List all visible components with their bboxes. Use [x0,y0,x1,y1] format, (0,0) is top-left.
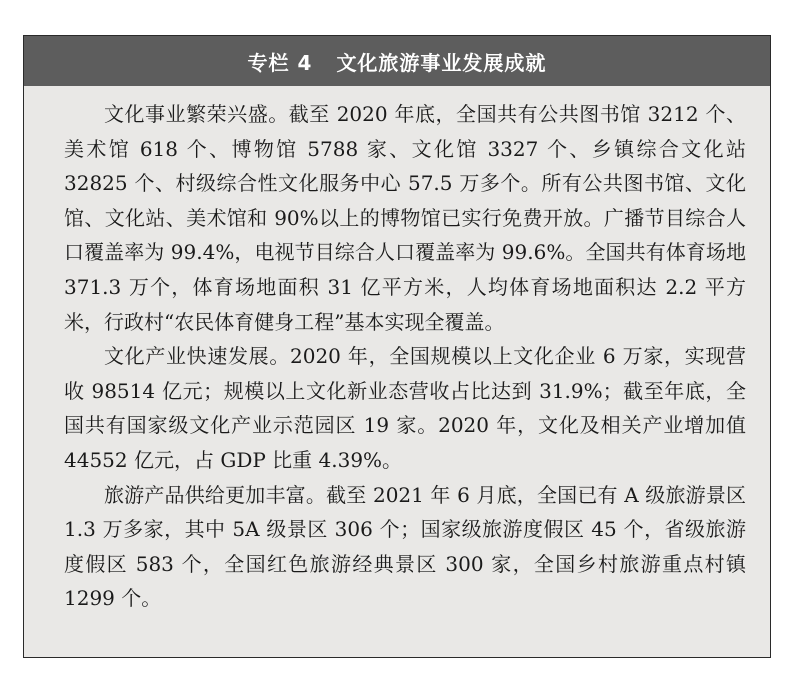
paragraph-tourism [64,478,746,616]
info-box [23,35,771,658]
paragraph-lead: 旅游产品供给更加丰富。 [104,482,327,507]
paragraph-body: 2020 年，全国规模以上文化企业 6 万家，实现营收 98514 亿元；规模以上文化新业态营收占比达到 31.9%；截至年底，全国共有国家级文化产业示范园区 19 家。2020 年，文化及相关产业增加值 44552 亿元，占 GDP 比重 4.39%。 [64,344,747,472]
paragraph-lead: 文化产业快速发展。 [104,344,290,369]
box-label: 专栏 4 [247,50,313,75]
paragraph-lead: 文化事业繁荣兴盛。 [104,102,289,126]
paragraph-culture [64,97,746,339]
paragraph-industry [64,339,746,477]
box-content [24,86,770,616]
box-title: 文化旅游事业发展成就 [336,50,547,75]
paragraph-body: 截至 2021 年 6 月底，全国已有 A 级旅游景区 1.3 万多家，其中 5A 级景区 306 个；国家级旅游度假区 45 个，省级旅游度假区 583 个，全国红色旅游经典景区 300 家，全国乡村旅游重点村镇 1299 个。 [64,482,747,611]
paragraph-body: 截至 2020 年底，全国共有公共图书馆 3212 个、美术馆 618 个、博物馆 5788 家、文化馆 3327 个、乡镇综合文化站 32825 个、村级综合性文化服务中心 57.5 万多个。所有公共图书馆、文化馆、文化站、美术馆和 90%以上的博物馆已实行免费开放。广播节目综合人口覆盖率为 99.4%，电视节目综合人口覆盖率为 99.6%。全国共有体育场地 371.3 万个，体育场地面积 31 亿平方米，人均体育场地面积达 2.2 平方米，行政村“农民体育健身工程”基本实现全覆盖。 [64,102,746,334]
box-header [24,36,770,86]
